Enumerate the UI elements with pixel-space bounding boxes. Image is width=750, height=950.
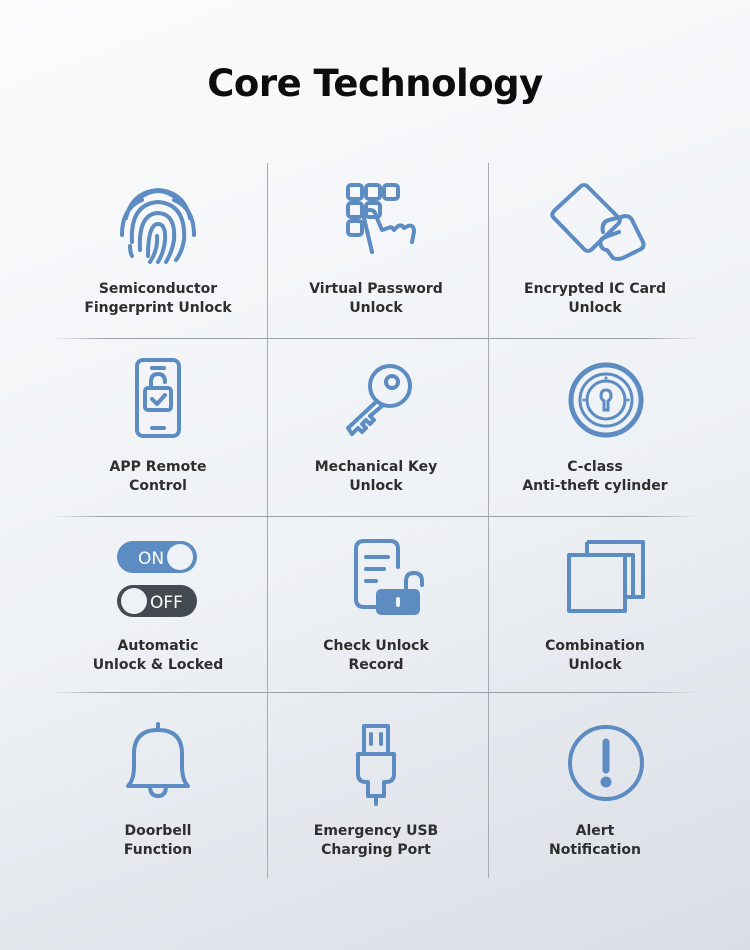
usb-icon — [326, 722, 426, 812]
feature-doorbell — [48, 722, 268, 897]
feature-label: Emergency USB Charging Port — [313, 823, 439, 858]
feature-fingerprint — [48, 180, 268, 355]
keypad-icon — [326, 180, 426, 270]
fingerprint-icon — [108, 180, 208, 270]
feature-combination — [485, 537, 705, 712]
feature-automatic — [48, 537, 268, 712]
toggle-on-label: ON — [138, 549, 165, 569]
feature-label: Virtual Password Unlock — [309, 281, 443, 316]
feature-label: C-class Anti-theft cylinder — [522, 459, 668, 494]
toggle-switches-icon — [116, 537, 200, 627]
feature-label: Automatic Unlock & Locked — [92, 638, 224, 673]
feature-cylinder — [485, 358, 705, 533]
record-lock-icon — [326, 537, 426, 627]
feature-check-record — [266, 537, 486, 712]
page-title: Core Technology — [207, 62, 543, 105]
toggle-off-label: OFF — [150, 593, 183, 613]
feature-label: Combination Unlock — [545, 638, 645, 673]
feature-label: Encrypted IC Card Unlock — [524, 281, 666, 316]
feature-usb — [266, 722, 486, 897]
feature-ic-card — [485, 180, 705, 355]
ic-card-icon — [545, 180, 645, 270]
feature-label: Mechanical Key Unlock — [314, 459, 438, 494]
alert-icon — [545, 722, 645, 812]
key-icon — [326, 358, 426, 448]
feature-label: Alert Notification — [548, 823, 642, 858]
bell-icon — [108, 722, 208, 812]
cylinder-icon — [545, 358, 645, 448]
feature-virtual-password — [266, 180, 486, 355]
feature-app-remote — [48, 358, 268, 533]
feature-label: Semiconductor Fingerprint Unlock — [84, 281, 232, 316]
combination-icon — [545, 537, 645, 627]
feature-label: APP Remote Control — [109, 459, 207, 494]
feature-mechanical-key — [266, 358, 486, 533]
phone-lock-icon — [108, 358, 208, 448]
feature-label: Doorbell Function — [123, 823, 193, 858]
feature-alert — [485, 722, 705, 897]
feature-label: Check Unlock Record — [323, 638, 429, 673]
